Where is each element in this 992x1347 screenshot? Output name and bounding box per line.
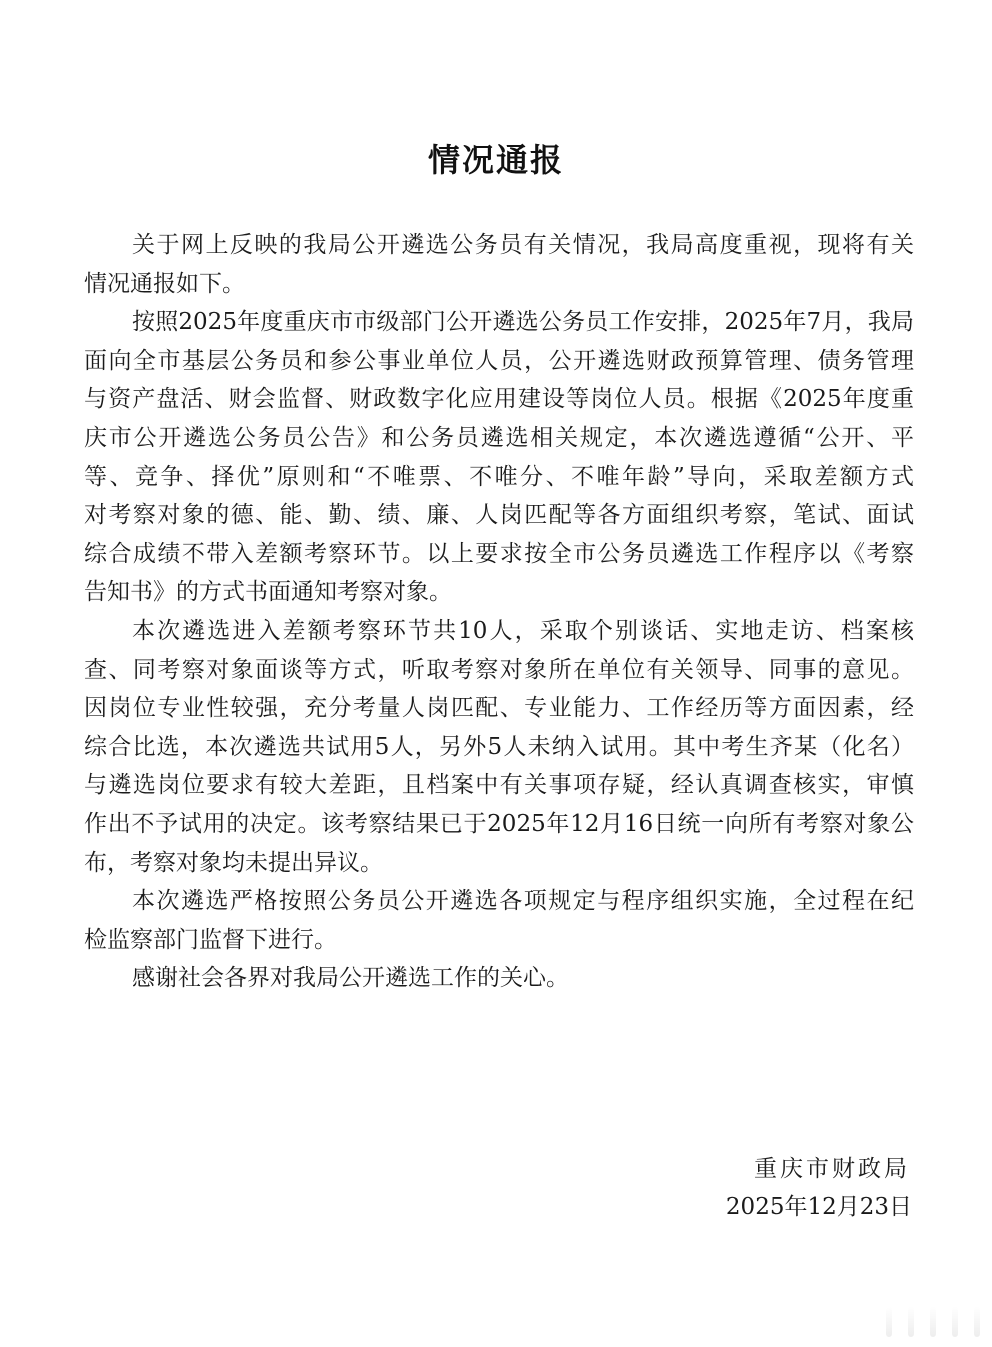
signature-block	[726, 1150, 912, 1226]
paragraph-process	[84, 612, 914, 882]
text-line: 面向全市基层公务员和参公事业单位人员，公开遴选财政预算管理、债务管理	[84, 347, 914, 374]
text-line: 查、同考察对象面谈等方式，听取考察对象所在单位有关领导、同事的意见。	[84, 656, 914, 683]
text-line: 检监察部门监督下进行。	[84, 926, 337, 953]
text-line: 与资产盘活、财会监督、财政数字化应用建设等岗位人员。根据《2025年度重	[84, 386, 914, 413]
watermark-mark-icon	[908, 1307, 914, 1337]
watermark-mark-icon	[930, 1307, 936, 1337]
text-line: 本次遴选进入差额考察环节共10人，采取个别谈话、实地走访、档案核	[132, 617, 914, 644]
text-line: 庆市公开遴选公务员公告》和公务员遴选相关规定，本次遴选遵循“公开、平	[84, 424, 914, 451]
paragraph-supervision	[84, 882, 914, 959]
paragraph-background	[84, 303, 914, 612]
text-line: 感谢社会各界对我局公开遴选工作的关心。	[132, 965, 569, 992]
watermark-mark-icon	[974, 1307, 980, 1337]
watermark-mark-icon	[952, 1307, 958, 1337]
text-line: 等、竞争、择优”原则和“不唯票、不唯分、不唯年龄”导向，采取差额方式	[84, 463, 914, 490]
watermark	[886, 1307, 980, 1337]
text-line: 布，考察对象均未提出异议。	[84, 849, 383, 876]
text-line: 因岗位专业性较强，充分考量人岗匹配、专业能力、工作经历等方面因素，经	[84, 695, 914, 722]
text-line: 综合成绩不带入差额考察环节。以上要求按全市公务员遴选工作程序以《考察	[84, 540, 914, 567]
watermark-mark-icon	[886, 1307, 892, 1337]
text-line: 综合比选，本次遴选共试用5人，另外5人未纳入试用。其中考生齐某（化名）	[84, 733, 914, 760]
text-line: 与遴选岗位要求有较大差距，且档案中有关事项存疑，经认真调查核实，审慎	[84, 772, 914, 799]
text-line: 关于网上反映的我局公开遴选公务员有关情况，我局高度重视，现将有关	[132, 232, 914, 258]
text-line: 告知书》的方式书面通知考察对象。	[84, 579, 452, 606]
text-line: 按照2025年度重庆市市级部门公开遴选公务员工作安排，2025年7月，我局	[132, 309, 914, 336]
paragraph-thanks	[84, 959, 914, 998]
document-body	[84, 226, 914, 998]
signature-date: 2025年12月23日	[725, 1194, 912, 1220]
text-line: 情况通报如下。	[84, 270, 245, 297]
text-line: 本次遴选严格按照公务员公开遴选各项规定与程序组织实施，全过程在纪	[132, 888, 914, 915]
text-line: 作出不予试用的决定。该考察结果已于2025年12月16日统一向所有考察对象公	[84, 810, 914, 837]
document-title: 情况通报	[427, 141, 564, 179]
signature-organization: 重庆市财政局	[754, 1156, 910, 1182]
text-line: 对考察对象的德、能、勤、绩、廉、人岗匹配等各方面组织考察，笔试、面试	[84, 502, 914, 529]
paragraph-intro	[84, 226, 914, 303]
